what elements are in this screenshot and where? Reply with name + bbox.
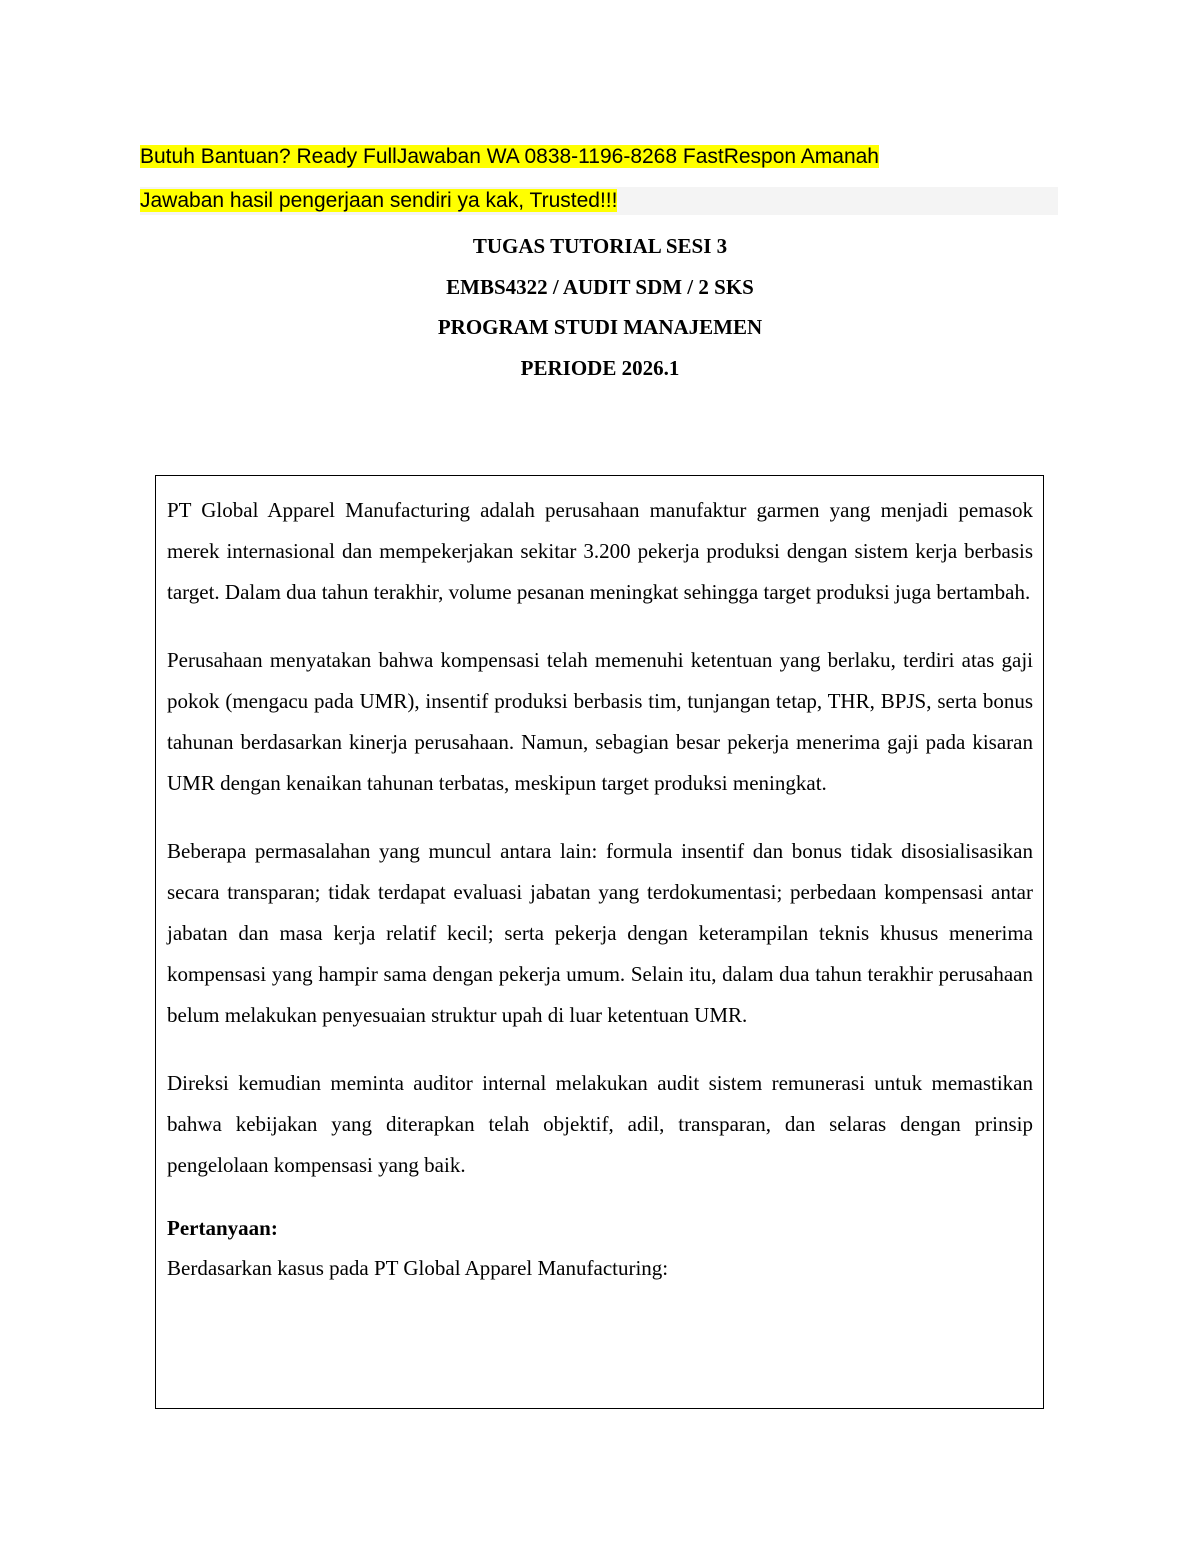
case-study-box [155, 475, 1044, 1409]
question-intro: Berdasarkan kasus pada PT Global Apparel Manufacturing: [167, 1256, 669, 1280]
study-program: PROGRAM STUDI MANAJEMEN [437, 315, 763, 339]
case-paragraph: Beberapa permasalahan yang muncul antara lain: formula insentif dan bonus tidak disosialisasikan secara transparan; tidak terdapat evaluasi jabatan yang terdokumentasi; perbedaan kompensasi antar jabatan dan masa kerja relatif kecil; serta pekerja dengan keterampilan teknis khusus menerima kompensasi yang hampir sama dengan pekerja umum. Selain itu, dalam dua tahun terakhir perusahaan belum melakukan penyesuaian struktur upah di luar ketentuan UMR. [167, 839, 1033, 1027]
case-paragraph: PT Global Apparel Manufacturing adalah perusahaan manufaktur garmen yang menjadi pemasok merek internasional dan mempekerjakan sekitar 3.200 pekerja produksi dengan sistem kerja berbasis target. Dalam dua tahun terakhir, volume pesanan meningkat sehingga target produksi juga bertambah. [167, 498, 1033, 604]
question-heading: Pertanyaan: [167, 1216, 278, 1240]
promo-line-trusted [140, 187, 1058, 215]
course-code: EMBS4322 / AUDIT SDM / 2 SKS [446, 275, 754, 299]
period: PERIODE 2026.1 [520, 356, 680, 380]
promo-highlight-text: Butuh Bantuan? Ready FullJawaban WA 0838-1196-8268 FastRespon Amanah [140, 145, 879, 168]
assignment-title: TUGAS TUTORIAL SESI 3 [472, 234, 728, 258]
case-paragraph: Direksi kemudian meminta auditor internal melakukan audit sistem remunerasi untuk memastikan bahwa kebijakan yang diterapkan telah objektif, adil, transparan, dan selaras dengan prinsip pengelolaan kompensasi yang baik. [167, 1071, 1033, 1177]
promo-line-contact [140, 143, 879, 171]
case-paragraph: Perusahaan menyatakan bahwa kompensasi telah memenuhi ketentuan yang berlaku, terdiri atas gaji pokok (mengacu pada UMR), insentif produksi berbasis tim, tunjangan tetap, THR, BPJS, serta bonus tahunan berdasarkan kinerja perusahaan. Namun, sebagian besar pekerja menerima gaji pada kisaran UMR dengan kenaikan tahunan terbatas, meskipun target produksi meningkat. [167, 648, 1033, 795]
promo-highlight-text: Jawaban hasil pengerjaan sendiri ya kak, Trusted!!! [140, 189, 618, 212]
